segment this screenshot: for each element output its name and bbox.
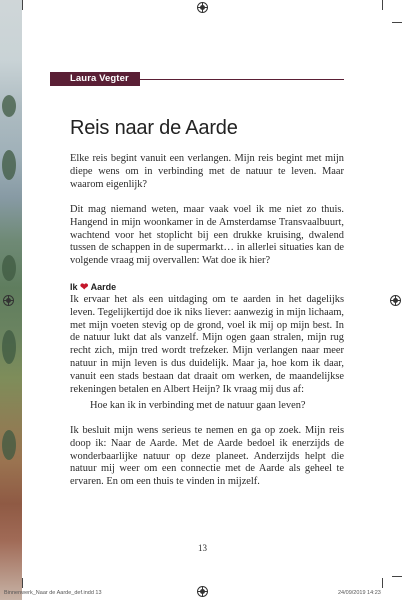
registration-mark-icon bbox=[197, 2, 208, 13]
crop-mark bbox=[382, 0, 383, 10]
print-slug-date: 24/09/2019 14:23 bbox=[338, 590, 381, 596]
print-slug-file: Binnenwerk_Naar de Aarde_def.indd 13 bbox=[4, 590, 102, 596]
author-name: Laura Vegter bbox=[70, 73, 129, 84]
tree-silhouette bbox=[2, 430, 16, 460]
section-heading-text: Aarde bbox=[90, 282, 117, 292]
tree-silhouette bbox=[2, 95, 16, 117]
article-title: Reis naar de Aarde bbox=[70, 117, 238, 139]
crop-mark bbox=[22, 578, 23, 588]
crop-mark bbox=[382, 578, 383, 588]
paragraph: Ik ervaar het als een uitdaging om te aarden in het dagelijks leven. Tegelijkertijd doe ik niks liever: aanwezig in mijn lichaam, met mijn voeten stevig op de grond, voel ik mij op mijn best. In de natuur lukt dat als vanzelf. Mijn ogen gaan stralen, mijn rug recht zich, mijn tred wordt trefzeker. Mijn verlangen naar meer natuur in mijn leven is dus duidelijk. Maar ja, hoe kom ik daar, vanuit een stads bestaan dat draait om werken, de maandelijkse rekeningen betalen en Albert Heijn? Ik vraag mij dus af: bbox=[70, 294, 344, 395]
tree-silhouette bbox=[2, 330, 16, 364]
paragraph: Dit mag niemand weten, maar vaak voel ik me niet zo thuis. Hangend in mijn woonkamer in de Amsterdamse Transvaalbuurt, wachtend voor het stoplicht bij een drukke kruising, dwalend tussen de schappen in de supermarkt… in allerlei situaties kan de volgende vraag mij overvallen: Wat doe ik hier? bbox=[70, 204, 344, 267]
registration-mark-icon bbox=[3, 295, 14, 306]
paragraph: Ik besluit mijn wens serieus te nemen en ga op zoek. Mijn reis doop ik: Naar de Aarde. Met de Aarde bedoel ik enerzijds de wonderbaarlijke natuur op deze planeet. Anderzijds helpt die natuur mij weer om een connectie met de Aarde als geheel te ervaren. En om een thuis te vinden in mijzelf. bbox=[70, 425, 344, 488]
paragraph: Elke reis begint vanuit een verlangen. Mijn reis begint met mijn diepe wens om in verbinding met de natuur te leven. Maar waarom eigenlijk? bbox=[70, 153, 344, 190]
heart-icon: ❤ bbox=[80, 282, 89, 293]
author-rule bbox=[140, 79, 344, 80]
tree-silhouette bbox=[2, 150, 16, 180]
registration-mark-icon bbox=[390, 295, 401, 306]
registration-mark-icon bbox=[197, 586, 208, 597]
crop-mark bbox=[392, 576, 402, 577]
section-heading-text: Ik bbox=[70, 282, 78, 292]
crop-mark bbox=[392, 22, 402, 23]
author-banner bbox=[50, 72, 140, 86]
tree-silhouette bbox=[2, 255, 16, 281]
page-number: 13 bbox=[198, 543, 207, 553]
quote: Hoe kan ik in verbinding met de natuur gaan leven? bbox=[90, 400, 306, 411]
section-heading bbox=[70, 282, 116, 293]
crop-mark bbox=[22, 0, 23, 10]
